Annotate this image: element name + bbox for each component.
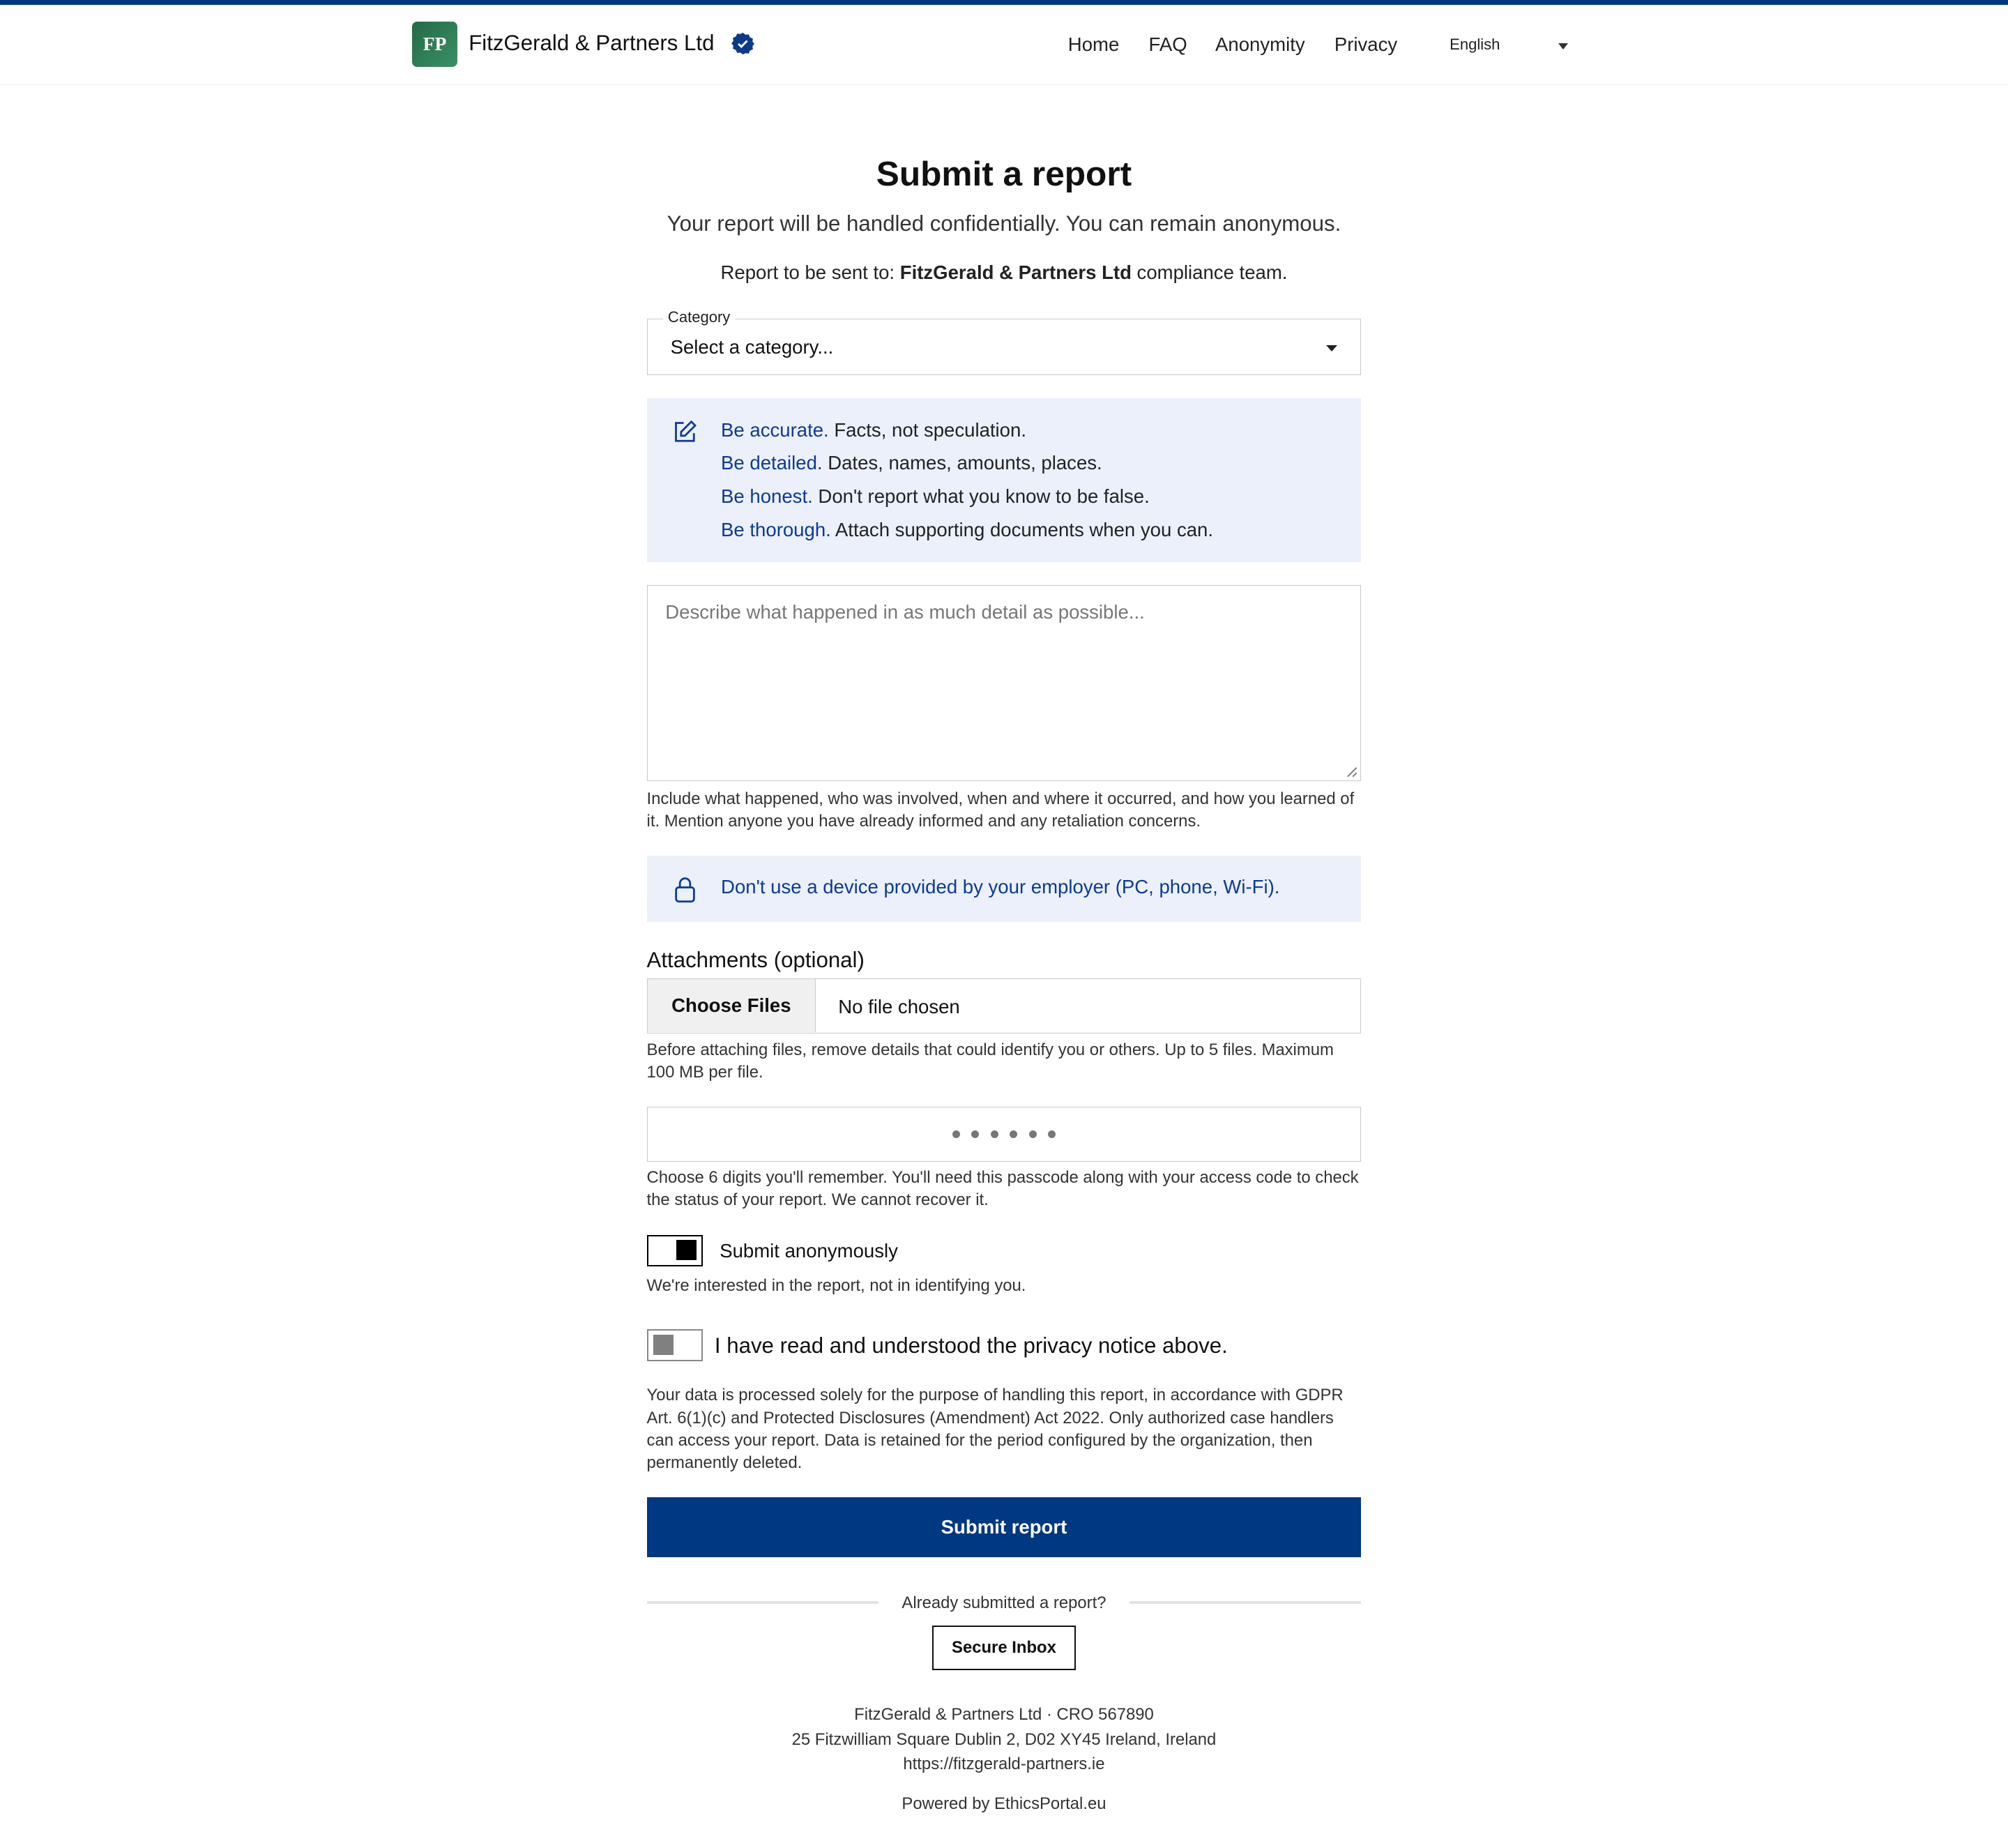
nav-anonymity[interactable]: Anonymity (1215, 33, 1305, 55)
nav-home[interactable]: Home (1067, 33, 1120, 55)
file-input[interactable] (647, 978, 1362, 1033)
passcode-digit-dot (952, 1130, 960, 1138)
powered-by[interactable]: Powered by EthicsPortal.eu (902, 1794, 1106, 1814)
tip-item: Be thorough. Attach supporting documents when you can. (721, 518, 1214, 540)
passcode-digit-dot (971, 1130, 979, 1138)
nav-privacy[interactable]: Privacy (1334, 33, 1398, 55)
submit-report-button[interactable]: Submit report (647, 1497, 1362, 1557)
category-select[interactable] (647, 308, 1362, 375)
device-warning (647, 856, 1362, 923)
passcode-digit-dot (991, 1130, 998, 1138)
page-subtitle: Your report will be handled confidentially. You can remain anonymous. (667, 211, 1341, 236)
tip-item: Be accurate. Facts, not speculation. (721, 418, 1026, 441)
privacy-toggle[interactable] (647, 1329, 703, 1361)
privacy-label[interactable]: I have read and understood the privacy notice above. (714, 1333, 1228, 1358)
anonymous-toggle[interactable] (647, 1235, 703, 1267)
device-warning-text: Don't use a device provided by your employer (PC, phone, Wi-Fi). (721, 876, 1280, 898)
anonymous-help: We're interested in the report, not in identifying you. (646, 1275, 1026, 1295)
privacy-notice-text: Your data is processed solely for the purpose of handling this report, in accordance with GDPR Art. 6(1)(c) and Protected Disclosures (Amendment) Act 2022. Only authorized case handlers can access your report. Data is retained for the period configured by the organization, then permanently deleted. (646, 1386, 1344, 1472)
privacy-checkbox-row (647, 1329, 1362, 1361)
verified-badge-icon (731, 32, 754, 55)
site-header (0, 5, 2008, 85)
anonymous-toggle-row (647, 1235, 1362, 1267)
footer-address: 25 Fitzwilliam Square Dublin 2, D02 XY45 Ireland, Ireland (791, 1730, 1217, 1750)
description-textarea[interactable] (647, 585, 1362, 781)
passcode-digit-dot (1010, 1130, 1017, 1138)
resize-handle-icon[interactable] (1346, 766, 1358, 778)
description-help: Include what happened, who was involved, when and where it occurred, and how you learned of it. Mention anyone you have already informed and any retaliation concerns. (646, 789, 1355, 831)
recipient-text: Report to be sent to: FitzGerald & Partners Ltd compliance team. (720, 261, 1288, 283)
top-accent-bar (0, 0, 2008, 5)
language-select[interactable]: English (1450, 36, 1500, 54)
choose-files-button[interactable]: Choose Files (648, 979, 816, 1031)
company-name[interactable]: FitzGerald & Partners Ltd (469, 31, 715, 56)
passcode-digit-dot (1048, 1130, 1056, 1138)
footer-company: FitzGerald & Partners Ltd · CRO 567890 (854, 1704, 1154, 1724)
tip-item: Be honest. Don't report what you know to be false. (721, 485, 1150, 508)
chevron-down-icon (1326, 345, 1337, 351)
page-title: Submit a report (876, 154, 1132, 194)
footer-website[interactable]: https://fitzgerald-partners.ie (903, 1755, 1105, 1774)
reporting-tips (647, 398, 1362, 562)
passcode-digit-dot (1029, 1130, 1037, 1138)
passcode-help: Choose 6 digits you'll remember. You'll need this passcode along with your access code to check the status of your report. We cannot recover it. (646, 1168, 1359, 1210)
company-logo: FP (412, 22, 457, 66)
edit-pencil-icon (672, 419, 698, 445)
attachments-help: Before attaching files, remove details that could identify you or others. Up to 5 files. Maximum 100 MB per file. (646, 1040, 1334, 1082)
description-placeholder: Describe what happened in as much detail as possible... (665, 601, 1145, 623)
nav-faq[interactable]: FAQ (1148, 33, 1187, 55)
tip-item: Be detailed. Dates, names, amounts, places. (721, 452, 1102, 474)
chevron-down-icon (1558, 43, 1568, 50)
secure-inbox-button[interactable]: Secure Inbox (932, 1626, 1076, 1670)
passcode-input[interactable] (647, 1107, 1362, 1162)
anonymous-label[interactable]: Submit anonymously (720, 1239, 898, 1262)
category-label: Category (663, 308, 736, 326)
category-value: Select a category... (670, 336, 834, 358)
file-status: No file chosen (838, 996, 960, 1018)
attachments-heading: Attachments (optional) (646, 948, 865, 973)
lock-icon (674, 876, 697, 903)
already-submitted-text: Already submitted a report? (902, 1593, 1106, 1612)
